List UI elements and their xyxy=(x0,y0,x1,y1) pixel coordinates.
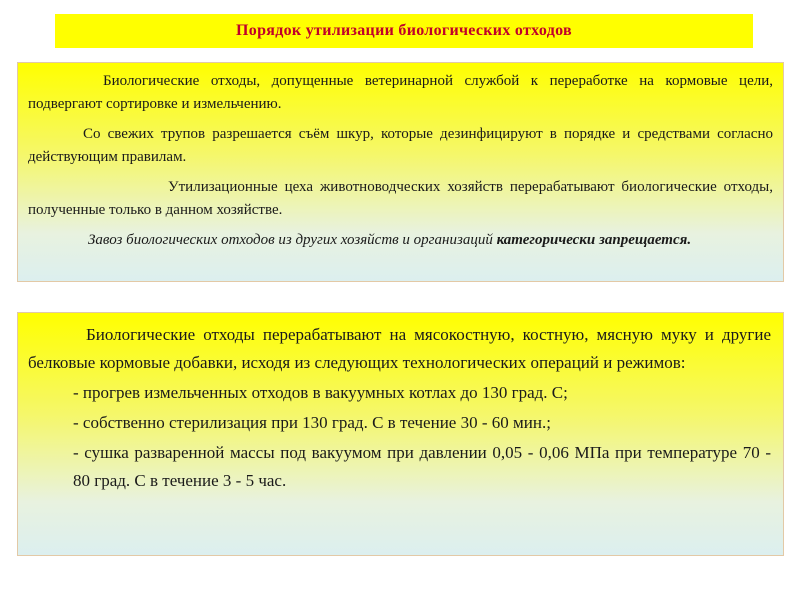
title-bar xyxy=(55,14,753,48)
processing-box xyxy=(17,312,784,556)
processing-step-heating: - прогрев измельченных отходов в вакуумных котлах до 130 град. С; xyxy=(73,383,568,402)
processing-step-sterilization: - собственно стерилизация при 130 град. С в течение 30 - 60 мин.; xyxy=(73,413,551,432)
prohibition-emphasis: категорически запрещается. xyxy=(496,232,692,248)
processing-step-drying: - сушка разваренной массы под вакуумом при давлении 0,05 - 0,06 МПа при температуре 70 - 80 град. С в течение 3 - 5 час. xyxy=(73,443,771,490)
rules-paragraph-sorting: Биологические отходы, допущенные ветеринарной службой к переработке на кормовые цели, подвергают сортировке и измельчению. xyxy=(28,73,773,112)
rules-paragraph-skins: Со свежих трупов разрешается съём шкур, которые дезинфицируют в порядке и средствами согласно действующим правилам. xyxy=(28,126,773,165)
rules-paragraph-workshops: Утилизационные цеха животноводческих хозяйств перерабатывают биологические отходы, полученные только в данном хозяйстве. xyxy=(28,179,773,218)
rules-paragraph-prohibition xyxy=(28,229,773,252)
prohibition-text: Завоз биологических отходов из других хозяйств и организаций xyxy=(88,232,497,248)
processing-intro: Биологические отходы перерабатывают на мясокостную, костную, мясную муку и другие белковые кормовые добавки, исходя из следующих технологических операций и режимов: xyxy=(28,325,771,372)
rules-box xyxy=(17,62,784,282)
page-title: Порядок утилизации биологических отходов xyxy=(236,22,572,39)
